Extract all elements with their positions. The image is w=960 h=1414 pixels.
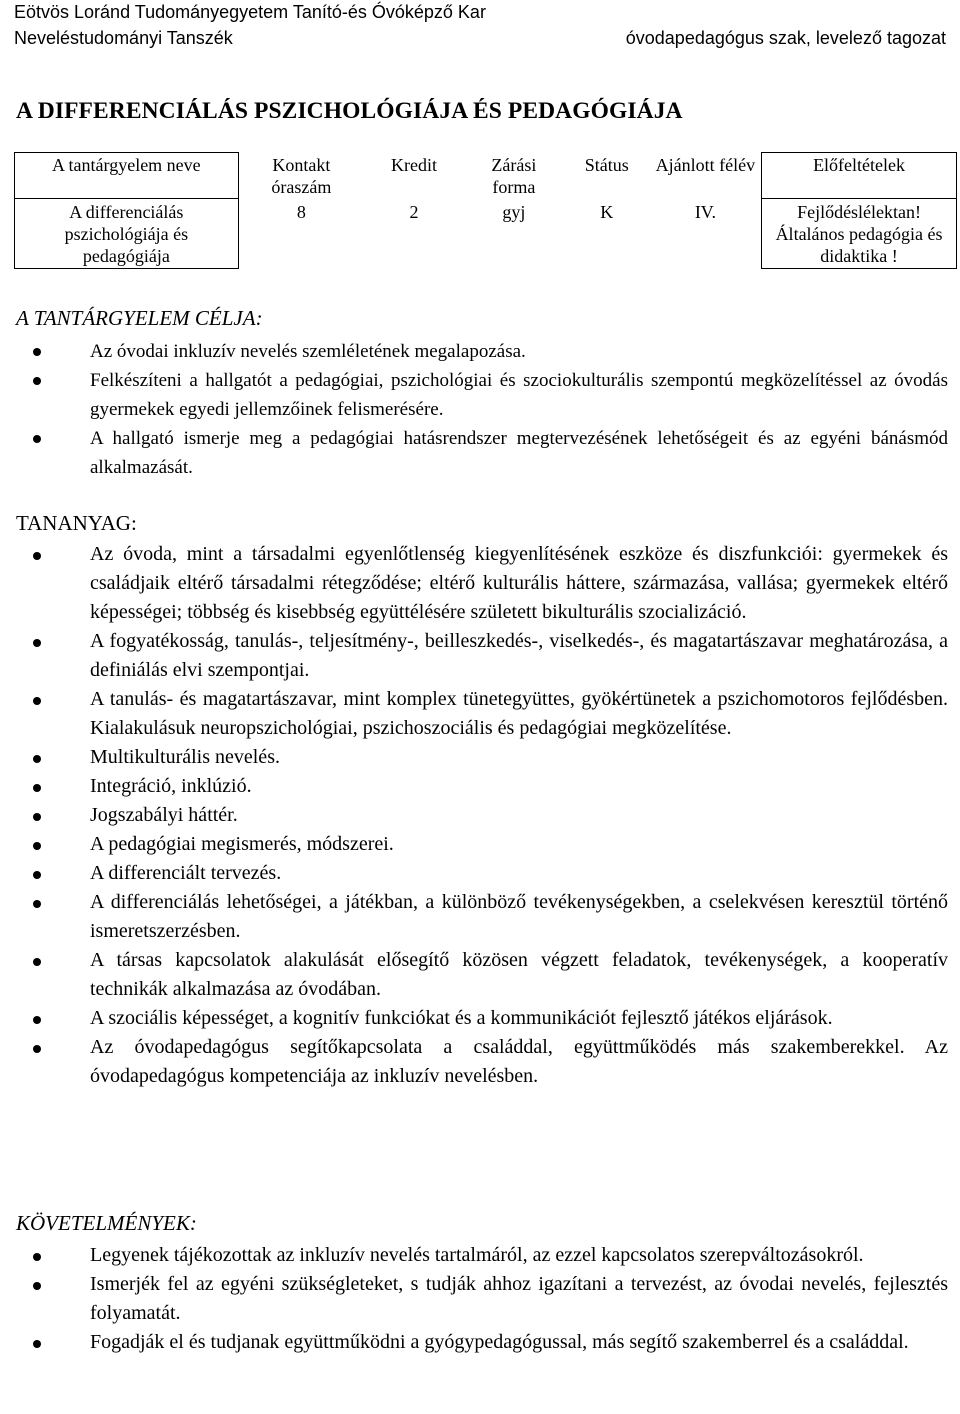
header-name: A tantárgyelem neve <box>15 153 239 199</box>
document-title: A DIFFERENCIÁLÁS PSZICHOLÓGIÁJA ÉS PEDAGÓGIÁJA <box>16 98 683 124</box>
bullet-icon <box>33 900 41 908</box>
cell-name: A differenciálás pszichológiája és pedagógiája <box>15 199 239 269</box>
aim-list <box>0 337 960 482</box>
bullet-icon <box>33 755 41 763</box>
bullet-icon <box>33 435 41 443</box>
department-name: Neveléstudományi Tanszék <box>14 28 233 48</box>
list-item: Legyenek tájékozottak az inkluzív nevelés tartalmáról, az ezzel kapcsolatos szerepváltozásokról. <box>0 1241 960 1270</box>
list-item: Az óvoda, mint a társadalmi egyenlőtlenség kiegyenlítésének eszköze és diszfunkciói: gyermekek és családjaik eltérő társadalmi rétegződése; eltérő kulturális háttere, származása, vallása; gyermekek eltérő képességei; többség és kisebbség együttélésére született bikulturális szocializáció. <box>0 540 960 627</box>
list-item: A tanulás- és magatartászavar, mint komplex tünetegyüttes, gyökértünetek a pszichomotoros fejlődésben. Kialakulásuk neuropszichológiai, pszichoszociális és pedagógiai megközelítése. <box>0 685 960 743</box>
list-item: A hallgató ismerje meg a pedagógiai hatásrendszer megtervezésének lehetőségeit és az egyéni bánásmód alkalmazását. <box>0 424 960 482</box>
list-item: Fogadják el és tudjanak együttműködni a gyógypedagógussal, más segítő szakemberrel és a családdal. <box>0 1328 960 1357</box>
bullet-icon <box>33 639 41 647</box>
bullet-icon <box>33 1016 41 1024</box>
bullet-icon <box>33 377 41 385</box>
cell-credit: 2 <box>409 201 419 222</box>
bullet-icon <box>33 1282 41 1290</box>
list-item: Az óvodai inkluzív nevelés szemléletének megalapozása. <box>0 337 960 366</box>
course-table <box>14 152 957 269</box>
bullet-icon <box>33 958 41 966</box>
cell-exam-form: gyj <box>502 201 526 222</box>
bullet-icon <box>33 813 41 821</box>
cell-prerequisites: Fejlődéslélektan! Általános pedagógia és didaktika ! <box>762 199 957 269</box>
program-name: óvodapedagógus szak, levelező tagozat <box>625 28 946 48</box>
course-table-header-row <box>15 153 957 199</box>
list-item: Az óvodapedagógus segítőkapcsolata a családdal, együttműködés más szakemberekkel. Az óvodapedagógus kompetenciája az inkluzív nevelésben. <box>0 1033 960 1091</box>
university-name: Eötvös Loránd Tudományegyetem Tanító-és Óvóképző Kar <box>14 2 486 22</box>
aim-heading: A TANTÁRGYELEM CÉLJA: <box>16 306 263 330</box>
header-contact-hours: Kontakt óraszám <box>271 154 332 197</box>
list-item: A differenciált tervezés. <box>0 859 960 888</box>
header-exam-form: Zárási forma <box>491 154 537 197</box>
bullet-icon <box>33 1340 41 1348</box>
list-item: Ismerjék fel az egyéni szükségleteket, s tudják ahhoz igazítani a tervezést, az óvodai nevelés, fejlesztés folyamatát. <box>0 1270 960 1328</box>
header-line-2 <box>14 28 946 49</box>
content-list <box>0 540 960 1091</box>
header-credit: Kredit <box>391 154 437 175</box>
requirements-list <box>0 1241 960 1357</box>
header-semester: Ajánlott félév <box>655 154 756 175</box>
list-item: Felkészíteni a hallgatót a pedagógiai, pszichológiai és szociokulturális szempontú megközelítéssel az óvodás gyermekek egyedi jellemzőinek felismerésére. <box>0 366 960 424</box>
content-heading: TANANYAG: <box>16 511 137 535</box>
bullet-icon <box>33 842 41 850</box>
list-item: A szociális képességet, a kognitív funkciókat és a kommunikációt fejlesztő játékos eljárások. <box>0 1004 960 1033</box>
cell-semester: IV. <box>694 201 716 222</box>
cell-contact-hours: 8 <box>296 201 306 222</box>
bullet-icon <box>33 348 41 356</box>
bullet-icon <box>33 697 41 705</box>
list-item: A társas kapcsolatok alakulását elősegítő közösen végzett feladatok, tevékenységek, a kooperatív technikák alkalmazása az óvodában. <box>0 946 960 1004</box>
bullet-icon <box>33 1253 41 1261</box>
header-status: Státus <box>584 154 629 175</box>
list-item: Integráció, inklúzió. <box>0 772 960 801</box>
cell-status: K <box>600 201 614 222</box>
list-item: A differenciálás lehetőségei, a játékban, a különböző tevékenységekben, a cselekvésen keresztül történő ismeretszerzésben. <box>0 888 960 946</box>
course-table-row <box>15 199 957 269</box>
header-prerequisites: Előfeltételek <box>762 153 957 199</box>
bullet-icon <box>33 871 41 879</box>
bullet-icon <box>33 1045 41 1053</box>
requirements-heading: KÖVETELMÉNYEK: <box>16 1211 197 1235</box>
list-item: A pedagógiai megismerés, módszerei. <box>0 830 960 859</box>
bullet-icon <box>33 784 41 792</box>
bullet-icon <box>33 552 41 560</box>
list-item: A fogyatékosság, tanulás-, teljesítmény-, beilleszkedés-, viselkedés-, és magatartászavar meghatározása, a definiálás elvi szempontjai. <box>0 627 960 685</box>
list-item: Multikulturális nevelés. <box>0 743 960 772</box>
list-item: Jogszabályi háttér. <box>0 801 960 830</box>
